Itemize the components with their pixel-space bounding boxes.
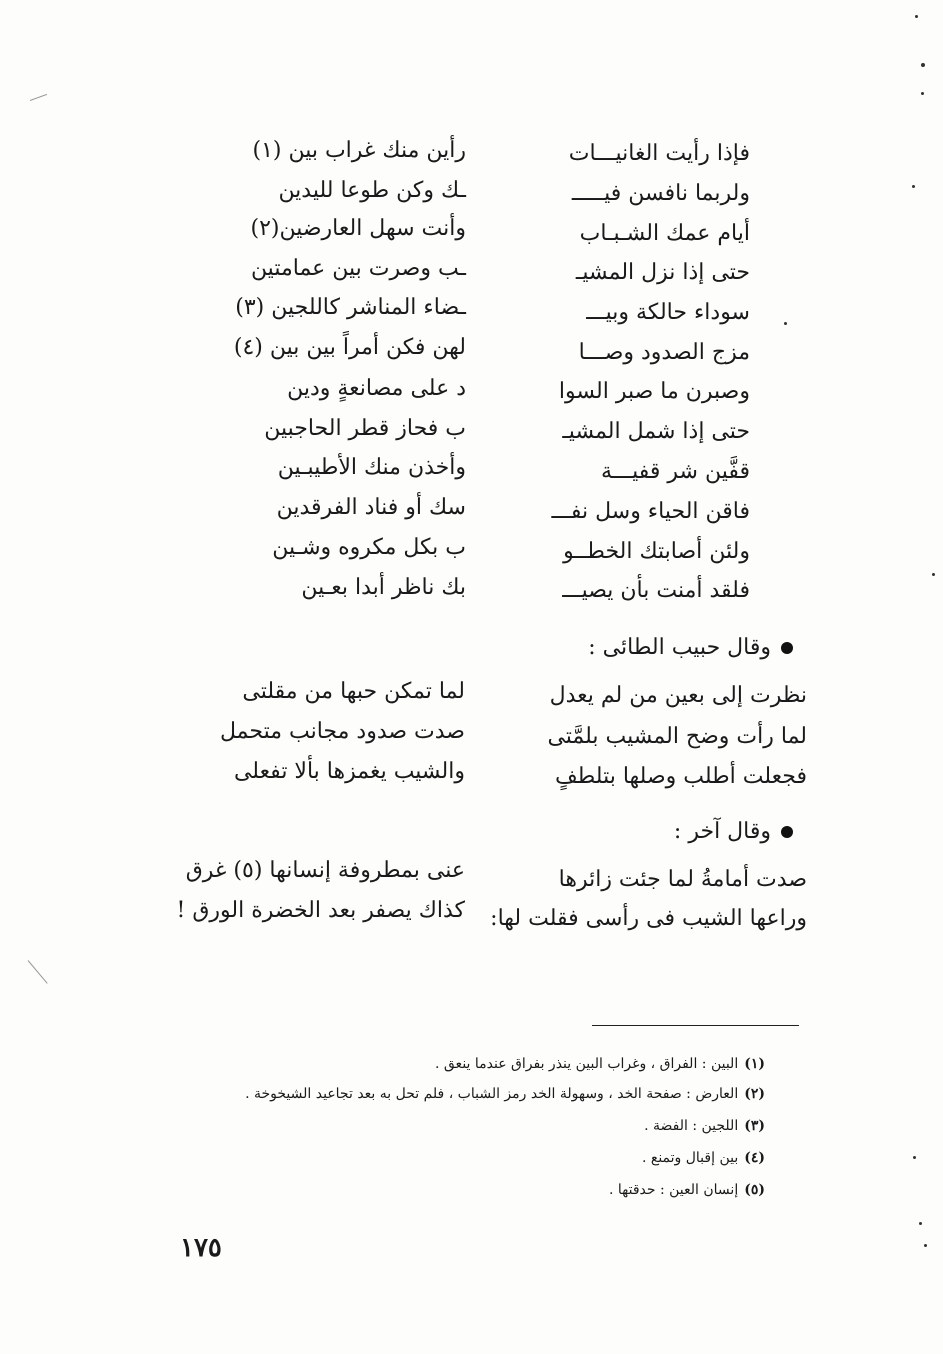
verse-line: وأنت سهل العارضين(٢): [250, 216, 466, 241]
scan-mark: [30, 94, 47, 101]
verse-line: سوداء حالكة وبيـــ: [586, 300, 750, 325]
footnote-divider: [592, 1025, 799, 1026]
scan-speck: [921, 92, 924, 95]
bullet-icon: [781, 642, 793, 654]
scan-speck: [784, 322, 787, 325]
verse-line: فاقن الحياء وسل نفـــ: [551, 499, 750, 524]
scan-speck: [932, 573, 935, 576]
page-number: ١٧٥: [180, 1233, 222, 1263]
verse-line: فجعلت أطلب وصلها بتلطفٍ: [554, 764, 807, 789]
verse-line: حتى إذا شمل المشيـ: [562, 419, 750, 444]
scan-speck: [921, 63, 925, 67]
bullet-icon: [781, 826, 793, 838]
verse-line: كذاك يصفر بعد الخضرة الورق !: [176, 898, 465, 923]
verse-line: فلقد أمنت بأن يصيـــ: [562, 578, 750, 603]
footnote: (٥)إنسان العين : حدقتها .: [608, 1182, 765, 1198]
verse-line: عنى بمطروفة إنسانها (٥) غرق: [185, 858, 465, 883]
footnote: (٣)اللجين : الفضة .: [644, 1118, 765, 1134]
verse-line: ـضاء المناشر كاللجين (٣): [235, 295, 466, 320]
verse-line: ـك وكن طوعا لليدين: [278, 178, 466, 203]
verse-line: نظرت إلى بعين من لم يعدل: [549, 683, 807, 708]
verse-line: وراعها الشيب فى رأسى فقلت لها:: [490, 906, 807, 931]
verse-line: ولربما نافسن فيـــــ: [571, 181, 750, 206]
footnote: (٤)بين إقبال وتمنع .: [641, 1150, 765, 1166]
scan-speck: [912, 185, 915, 188]
section3-intro: وقال آخر :: [674, 819, 793, 844]
verse-line: قفَّين شر قفيـــة: [600, 459, 750, 484]
verse-line: حتى إذا نزل المشيـ: [575, 260, 750, 285]
verse-line: وأخذن منك الأطيبـين: [277, 455, 466, 480]
verse-line: لما رأت وضح المشيب بلمَّتى: [547, 724, 807, 749]
verse-line: والشيب يغمزها بألا تفعلى: [233, 759, 465, 784]
verse-line: صدت أمامةُ لما جئت زائرها: [558, 867, 807, 892]
verse-line: وصبرن ما صبر السوا: [558, 379, 750, 404]
footnote: (٢)العارض : صفحة الخد ، وسهولة الخد رمز الشباب ، فلم تحل به بعد تجاعيد الشيخوخة .: [245, 1086, 765, 1102]
verse-line: سك أو فناد الفرقدين: [276, 495, 466, 520]
verse-line: د على مصانعةٍ ودين: [287, 376, 466, 401]
verse-line: فإذا رأيت الغانيـــات: [568, 141, 750, 166]
scan-speck: [913, 1156, 916, 1159]
scan-speck: [919, 1222, 922, 1225]
verse-line: صدت صدود مجانب متحمل: [220, 719, 465, 744]
verse-line: أيام عمك الشـبـاب: [579, 221, 750, 246]
section2-intro: وقال حبيب الطائى :: [588, 635, 793, 660]
verse-line: لما تمكن حبها من مقلتى: [242, 679, 465, 704]
footnote: (١)البين : الفراق ، وغراب البين ينذر بفراق عندما ينعق .: [434, 1056, 765, 1072]
verse-line: ب فحاز قطر الحاجبين: [264, 416, 466, 441]
verse-line: مزج الصدود وصـــا: [578, 340, 750, 365]
scan-mark: [28, 960, 48, 984]
scan-speck: [924, 1244, 927, 1247]
scan-speck: [915, 15, 918, 18]
verse-line: بك ناظر أبدا بعـين: [301, 575, 466, 600]
verse-line: ب بكل مكروه وشـين: [272, 535, 466, 560]
verse-line: لهن فكن أمراً بين بين (٤): [233, 335, 466, 360]
verse-line: ـب وصرت بين عمامتين: [250, 256, 466, 281]
verse-line: رأين منك غراب بين (١): [252, 138, 466, 163]
verse-line: ولئن أصابتك الخطــو: [563, 539, 750, 564]
